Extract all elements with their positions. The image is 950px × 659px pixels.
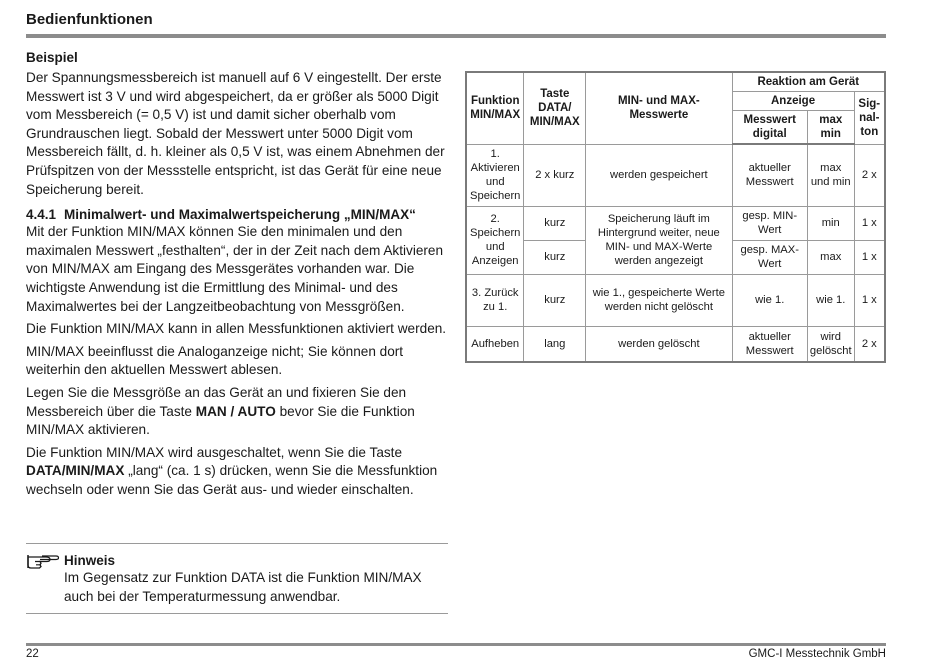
footer-company: GMC-I Messtechnik GmbH [748,648,886,659]
header-taste: Taste DATA/ MIN/MAX [524,72,586,144]
hint-title: Hinweis [64,553,116,568]
section-paragraph-2: Die Funktion MIN/MAX kann in allen Messfunktionen aktiviert werden. [26,321,447,337]
section-paragraph-5: Die Funktion MIN/MAX wird ausgeschaltet, wenn Sie die Taste DATA/MIN/MAX „lang“ (ca. 1 s) drücken, wenn Sie die Messfunktion wechseln oder wenn Sie das Gerät aus- und wieder einschalten. [26,444,438,497]
header-reaktion: Reaktion am Gerät [732,72,885,92]
section-paragraph-1: Mit der Funktion MIN/MAX können Sie den minimalen und den maximalen Messwert „festhalten“, der in der Zeit nach dem Aktivieren von MIN/MAX am Eingang des Messgerätes vorhanden war. Die wichtigste Anwendung ist die Ermittlung des Minimal- und des Maximalwertes bei der Langzeitbeobachtung von Messgrößen. [26,224,444,314]
table-row: Aufheben lang werden gelöscht aktueller Messwert wird gelöscht 2 x [466,326,885,362]
header-signalton: Sig- nal- ton [854,92,885,145]
main-text-column [26,50,448,500]
table-row: kurz gesp. MAX-Wert max 1 x [466,240,885,274]
key-man-auto: MAN / AUTO [195,403,276,419]
key-data-min-max: DATA/MIN/MAX [26,463,125,479]
hint-box [26,543,448,614]
section-number: 4.4.1 [26,207,57,223]
header-funktion: Funktion MIN/MAX [466,72,524,144]
header-messwerte: MIN- und MAX- Messwerte [586,72,732,144]
page-number: 22 [26,648,39,659]
table-row: 1. Aktivieren und Speichern 2 x kurz werden gespeichert aktueller Messwert max und min 2 x [466,144,885,206]
table-row: 3. Zurück zu 1. kurz wie 1., gespeicherte Werte werden nicht gelöscht wie 1. wie 1. 1 x [466,274,885,326]
example-paragraph: Der Spannungsmessbereich ist manuell auf 6 V eingestellt. Der erste Messwert ist 3 V und wird abgespeichert, da er größer als 5000 Digit vom Messbereich (= 0,5 V) ist und damit sicher oberhalb vom Grundrauschen liegt. Sobald der Messwert unter 5000 Digit vom Messbereich fällt, d. h. kleiner als 0,5 V ist, was einem Abnehmen der Prüfspitzen von der Messstelle entspricht, ist das Gerät für eine neue Speicherung bereit. [26,70,445,197]
page-header-title: Bedienfunktionen [26,11,153,28]
header-max-min: max min [807,111,854,145]
header-messwert-digital: Messwert digital [732,111,807,145]
hint-text: Im Gegensatz zur Funktion DATA ist die Funktion MIN/MAX auch bei der Temperaturmessung anwendbar. [64,570,422,604]
section-paragraph-4: Legen Sie die Messgröße an das Gerät an und fixieren Sie den Messbereich über die Taste MAN / AUTO bevor Sie die Funktion MIN/MAX aktivieren. [26,384,415,438]
example-label: Beispiel [26,50,78,65]
header-anzeige: Anzeige [732,92,854,111]
section-title: Minimalwert- und Maximalwertspeicherung „MIN/MAX“ [64,207,416,223]
footer-divider [26,643,886,646]
min-max-function-table [465,71,886,363]
section-paragraph-3: MIN/MAX beeinflusst die Analoganzeige nicht; Sie können dort weiterhin den aktuellen Messwert ablesen. [26,343,404,378]
section-heading [26,207,448,222]
table-row: 2. Speichern und Anzeigen kurz Speicherung läuft im Hintergrund weiter, neue MIN- und MAX-Werte werden angezeigt gesp. MIN-Wert min 1 x [466,206,885,240]
min-max-table-container [465,71,886,363]
header-divider [26,34,886,38]
pointing-hand-icon [26,551,60,569]
